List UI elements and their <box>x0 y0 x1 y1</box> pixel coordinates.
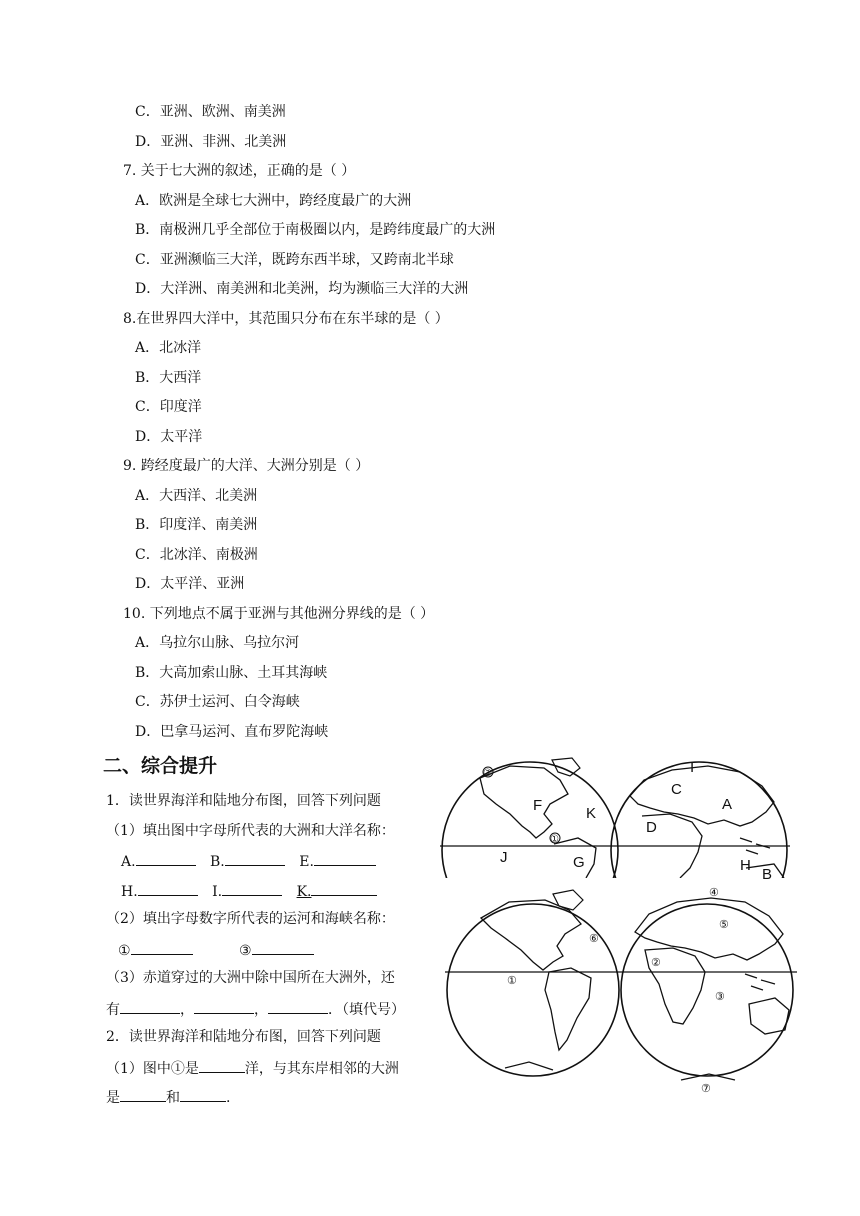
label-circle-1: ① <box>550 834 559 845</box>
label-c1: ① <box>118 943 131 959</box>
south-america-outline-2 <box>545 968 591 1050</box>
q10-option-c: C．苏伊士运河、白令海峡 <box>135 694 300 710</box>
blank-c1[interactable] <box>131 940 193 955</box>
q8-option-b: B．大西洋 <box>135 370 202 386</box>
label-J: J <box>500 849 508 866</box>
blank-continent-2[interactable] <box>194 999 254 1014</box>
q10-stem: 10. 下列地点不属于亚洲与其他洲分界线的是（ ） <box>123 606 435 622</box>
label-num-6: ⑥ <box>589 933 599 945</box>
label-i: I. <box>212 884 223 900</box>
q8-option-d: D．太平洋 <box>135 429 203 445</box>
p1-stem: 1．读世界海洋和陆地分布图，回答下列问题 <box>106 793 381 809</box>
blank-continent-a[interactable] <box>120 1087 166 1102</box>
label-num-4: ④ <box>709 887 719 899</box>
blank-h[interactable] <box>138 881 198 896</box>
label-G: G <box>573 854 585 871</box>
q7-stem: 7. 关于七大洲的叙述，正确的是（ ） <box>123 163 356 179</box>
q9-option-b: B．印度洋、南美洲 <box>135 517 258 533</box>
label-num-1: ① <box>507 975 517 987</box>
west-hemisphere-outline-2 <box>447 904 619 1076</box>
p1-sub3b: 有 ， ， ．（填代号） <box>106 999 405 1019</box>
blank-i[interactable] <box>222 881 282 896</box>
q7-option-a: A．欧洲是全球七大洲中，跨经度最广的大洲 <box>135 193 412 209</box>
label-H: H <box>740 857 751 874</box>
q8-option-c: C．印度洋 <box>135 399 202 415</box>
blank-continent-3[interactable] <box>268 999 328 1014</box>
blank-k[interactable] <box>311 881 377 896</box>
label-F: F <box>533 797 543 814</box>
label-e: E. <box>299 854 314 870</box>
q9-option-c: C．北冰洋、南极洲 <box>135 547 258 563</box>
q10-option-a: A．乌拉尔山脉、乌拉尔河 <box>135 635 300 651</box>
q7-option-c: C．亚洲濒临三大洋，既跨东西半球，又跨南北半球 <box>135 252 454 268</box>
east-hemisphere-outline-2 <box>621 904 793 1076</box>
q10-option-d: D．巴拿马运河、直布罗陀海峡 <box>135 724 329 740</box>
islands-outline-2 <box>745 974 775 990</box>
p1-sub1: （1）填出图中字母所代表的大洲和大洋名称： <box>106 823 395 839</box>
label-b: B. <box>210 854 225 870</box>
blank-c3[interactable] <box>252 940 314 955</box>
label-A: A <box>722 796 733 813</box>
q10-option-b: B．大高加索山脉、土耳其海峡 <box>135 665 328 681</box>
label-D: D <box>646 819 657 836</box>
label-num-3: ③ <box>715 991 725 1003</box>
label-k: K. <box>296 884 312 900</box>
world-map-numbers <box>445 880 797 1098</box>
blank-continent-1[interactable] <box>120 999 180 1014</box>
p2-sub1b: 是 和 . <box>106 1087 230 1107</box>
p1-row1 <box>121 851 376 871</box>
p1-row2 <box>121 881 377 901</box>
p1-sub3a: （3）赤道穿过的大洲中除中国所在大洲外，还 <box>106 970 395 986</box>
label-h: H. <box>121 884 138 900</box>
blank-a[interactable] <box>136 851 196 866</box>
label-num-2: ② <box>651 957 661 969</box>
label-K: K <box>586 805 597 822</box>
label-c3: ③ <box>239 943 252 959</box>
section-heading: 二、综合提升 <box>103 755 218 777</box>
label-B: B <box>762 866 773 880</box>
q8-stem: 8.在世界四大洋中，其范围只分布在东半球的是（ ） <box>123 311 449 327</box>
blank-b[interactable] <box>225 851 285 866</box>
p2-sub1a: （1）图中①是 洋，与其东岸相邻的大洲 <box>106 1058 399 1078</box>
q8-option-a: A．北冰洋 <box>135 340 202 356</box>
label-circle-3: ③ <box>483 768 492 779</box>
north-america-outline <box>480 766 568 838</box>
label-num-7: ⑦ <box>701 1083 711 1095</box>
eurasia-outline-2 <box>635 898 783 960</box>
label-C: C <box>671 781 682 798</box>
q9-option-a: A．大西洋、北美洲 <box>135 488 258 504</box>
q6-option-d: D．亚洲、非洲、北美洲 <box>135 134 287 150</box>
antarctica-west-outline-2 <box>505 1062 553 1070</box>
label-a: A. <box>121 854 136 870</box>
q7-option-b: B．南极洲几乎全部位于南极圈以内，是跨纬度最广的大洲 <box>135 222 496 238</box>
blank-continent-b[interactable] <box>180 1087 226 1102</box>
q9-stem: 9. 跨经度最广的大洋、大洲分别是（ ） <box>123 458 370 474</box>
q9-option-d: D．太平洋、亚洲 <box>135 576 245 592</box>
p1-sub2: （2）填出字母数字所代表的运河和海峡名称： <box>106 911 395 927</box>
greenland-outline <box>552 758 580 776</box>
q6-option-c: C．亚洲、欧洲、南美洲 <box>135 104 286 120</box>
label-num-5: ⑤ <box>719 919 729 931</box>
p2-stem: 2．读世界海洋和陆地分布图，回答下列问题 <box>106 1029 381 1045</box>
blank-ocean[interactable] <box>199 1058 245 1073</box>
q7-option-d: D．大洋洲、南美洲和北美洲，均为濒临三大洋的大洲 <box>135 281 469 297</box>
east-hemisphere-outline <box>611 762 787 880</box>
p1-row3 <box>118 940 314 960</box>
blank-e[interactable] <box>314 851 376 866</box>
world-map-letters <box>440 752 790 880</box>
label-I: I <box>690 759 695 776</box>
